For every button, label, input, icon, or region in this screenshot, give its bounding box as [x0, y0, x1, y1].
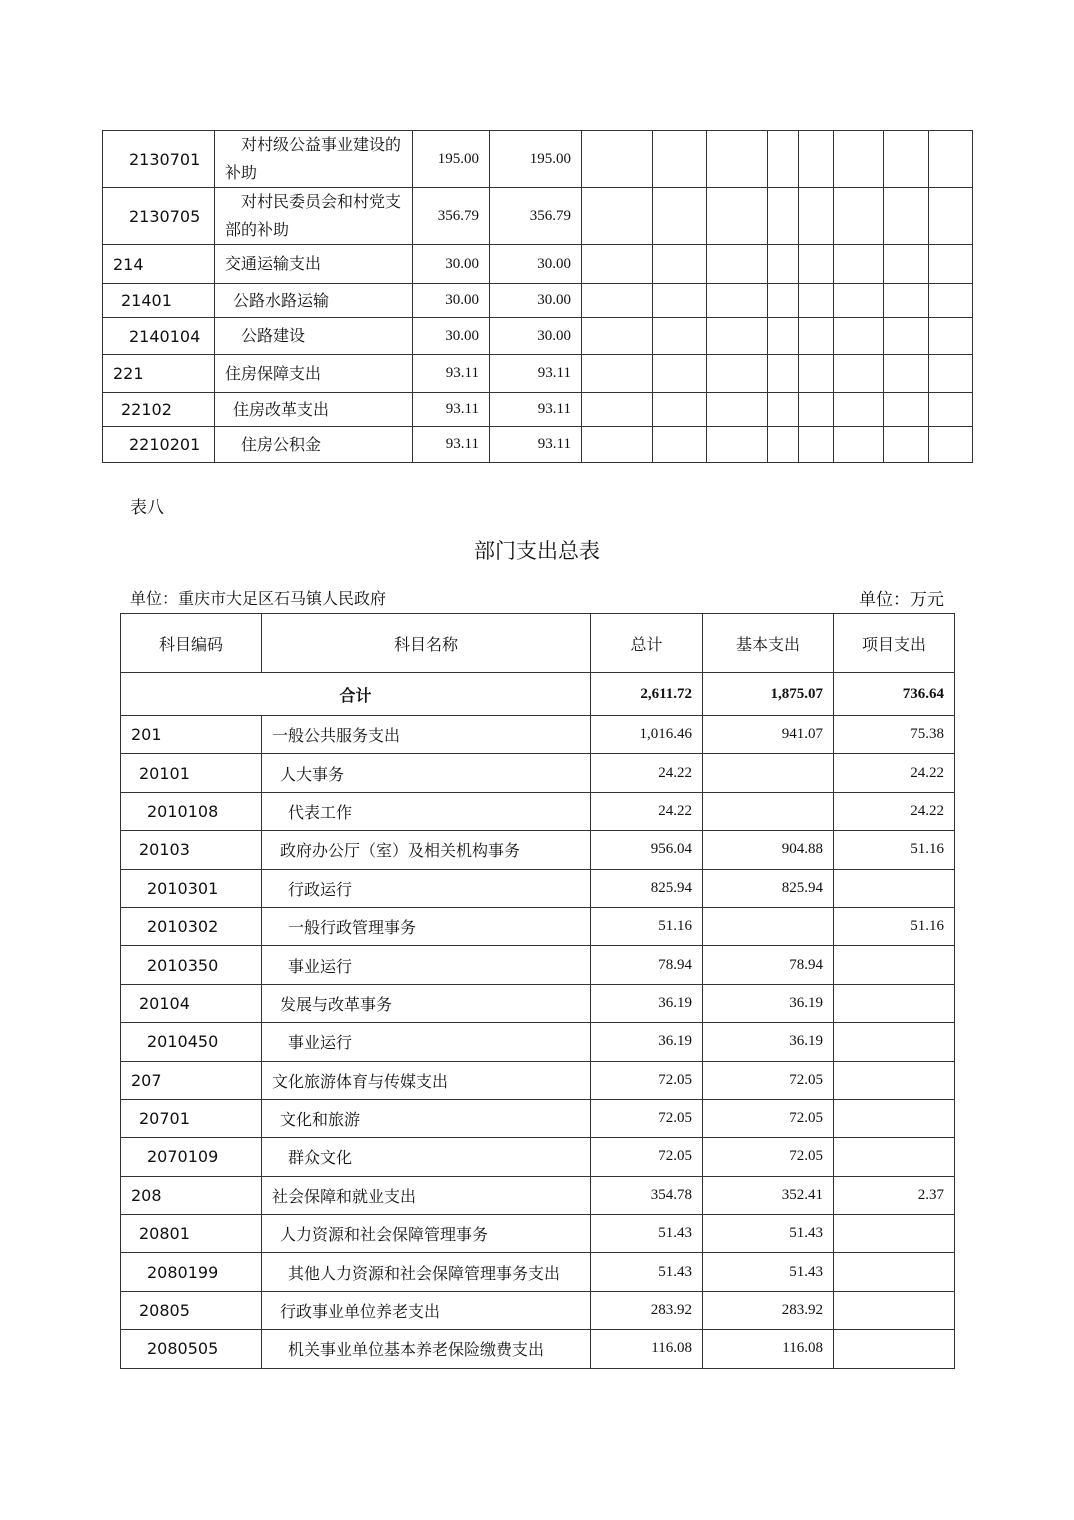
row-total: 825.94 — [591, 869, 703, 907]
empty-cell — [707, 318, 768, 355]
header-name: 科目名称 — [262, 614, 591, 673]
row-code: 21401 — [103, 284, 215, 318]
empty-cell — [707, 245, 768, 284]
row-basic: 825.94 — [703, 869, 834, 907]
header-code: 科目编码 — [121, 614, 262, 673]
row-name: 对村级公益事业建设的补助 — [215, 131, 413, 188]
row-name: 人大事务 — [262, 754, 591, 792]
row-total: 72.05 — [591, 1061, 703, 1099]
row-basic: 352.41 — [703, 1176, 834, 1214]
row-name: 公路建设 — [215, 318, 413, 355]
empty-cell — [768, 393, 799, 427]
row-code: 2130705 — [103, 188, 215, 245]
row-total: 283.92 — [591, 1291, 703, 1329]
row-project — [834, 946, 955, 984]
empty-cell — [582, 393, 653, 427]
row-code: 20104 — [121, 984, 262, 1022]
total-sum: 2,611.72 — [591, 673, 703, 716]
row-value: 93.11 — [413, 355, 490, 393]
table-row — [121, 869, 955, 907]
table-row — [103, 318, 973, 355]
row-code: 22102 — [103, 393, 215, 427]
row-name: 一般公共服务支出 — [262, 716, 591, 754]
empty-cell — [768, 188, 799, 245]
row-total: 36.19 — [591, 1023, 703, 1061]
empty-cell — [582, 355, 653, 393]
row-basic — [703, 754, 834, 792]
table-row — [121, 831, 955, 869]
table-row — [121, 716, 955, 754]
table-row — [121, 1023, 955, 1061]
row-value: 195.00 — [413, 131, 490, 188]
empty-cell — [929, 355, 973, 393]
table-row — [121, 907, 955, 945]
empty-cell — [834, 318, 884, 355]
table-row — [103, 188, 973, 245]
row-name: 文化和旅游 — [262, 1099, 591, 1137]
table-row — [121, 1330, 955, 1368]
empty-cell — [582, 188, 653, 245]
row-total: 72.05 — [591, 1099, 703, 1137]
row-total: 956.04 — [591, 831, 703, 869]
table-row — [121, 1176, 955, 1214]
row-code: 2070109 — [121, 1138, 262, 1176]
empty-cell — [799, 318, 834, 355]
empty-cell — [834, 427, 884, 463]
row-project: 75.38 — [834, 716, 955, 754]
empty-cell — [768, 245, 799, 284]
row-value: 30.00 — [413, 284, 490, 318]
row-name: 事业运行 — [262, 1023, 591, 1061]
empty-cell — [653, 284, 707, 318]
row-project: 24.22 — [834, 754, 955, 792]
empty-cell — [884, 318, 929, 355]
empty-cell — [929, 427, 973, 463]
page-title: 部门支出总表 — [474, 539, 600, 563]
row-code: 2140104 — [103, 318, 215, 355]
empty-cell — [582, 284, 653, 318]
empty-cell — [653, 318, 707, 355]
row-name: 文化旅游体育与传媒支出 — [262, 1061, 591, 1099]
row-name: 社会保障和就业支出 — [262, 1176, 591, 1214]
row-value: 93.11 — [490, 427, 582, 463]
header-total: 总计 — [591, 614, 703, 673]
empty-cell — [653, 188, 707, 245]
row-project: 2.37 — [834, 1176, 955, 1214]
empty-cell — [799, 245, 834, 284]
row-total: 116.08 — [591, 1330, 703, 1368]
row-project — [834, 1215, 955, 1253]
empty-cell — [768, 284, 799, 318]
row-project — [834, 1099, 955, 1137]
row-basic: 36.19 — [703, 1023, 834, 1061]
empty-cell — [799, 355, 834, 393]
empty-cell — [884, 188, 929, 245]
row-basic — [703, 792, 834, 830]
table-number-label: 表八 — [130, 498, 164, 518]
row-value: 356.79 — [413, 188, 490, 245]
row-name: 公路水路运输 — [215, 284, 413, 318]
empty-cell — [582, 427, 653, 463]
table-row — [103, 245, 973, 284]
empty-cell — [929, 131, 973, 188]
empty-cell — [707, 131, 768, 188]
row-code: 20101 — [121, 754, 262, 792]
empty-cell — [929, 318, 973, 355]
header-basic: 基本支出 — [703, 614, 834, 673]
empty-cell — [929, 393, 973, 427]
row-basic — [703, 907, 834, 945]
empty-cell — [768, 427, 799, 463]
table-row — [121, 1215, 955, 1253]
total-row — [121, 673, 955, 716]
row-total: 36.19 — [591, 984, 703, 1022]
row-value: 30.00 — [490, 284, 582, 318]
empty-cell — [582, 131, 653, 188]
empty-cell — [768, 355, 799, 393]
empty-cell — [799, 393, 834, 427]
row-name: 住房改革支出 — [215, 393, 413, 427]
empty-cell — [707, 284, 768, 318]
table-row — [121, 1138, 955, 1176]
row-name: 事业运行 — [262, 946, 591, 984]
row-code: 2010108 — [121, 792, 262, 830]
row-value: 356.79 — [490, 188, 582, 245]
row-code: 2080199 — [121, 1253, 262, 1291]
row-code: 2080505 — [121, 1330, 262, 1368]
row-total: 24.22 — [591, 754, 703, 792]
empty-cell — [799, 284, 834, 318]
empty-cell — [929, 284, 973, 318]
row-project: 51.16 — [834, 831, 955, 869]
empty-cell — [884, 427, 929, 463]
empty-cell — [768, 131, 799, 188]
total-basic: 1,875.07 — [703, 673, 834, 716]
row-code: 20805 — [121, 1291, 262, 1329]
row-code: 20103 — [121, 831, 262, 869]
row-basic: 941.07 — [703, 716, 834, 754]
row-name: 住房保障支出 — [215, 355, 413, 393]
row-code: 20801 — [121, 1215, 262, 1253]
empty-cell — [653, 355, 707, 393]
row-name: 交通运输支出 — [215, 245, 413, 284]
empty-cell — [799, 427, 834, 463]
empty-cell — [768, 318, 799, 355]
empty-cell — [834, 355, 884, 393]
row-total: 78.94 — [591, 946, 703, 984]
empty-cell — [582, 245, 653, 284]
table-row — [103, 427, 973, 463]
row-project — [834, 869, 955, 907]
row-basic: 72.05 — [703, 1138, 834, 1176]
row-code: 214 — [103, 245, 215, 284]
empty-cell — [653, 393, 707, 427]
empty-cell — [884, 284, 929, 318]
empty-cell — [834, 393, 884, 427]
total-label: 合计 — [121, 673, 591, 716]
table-row — [121, 1061, 955, 1099]
row-basic: 72.05 — [703, 1061, 834, 1099]
row-project — [834, 1138, 955, 1176]
row-code: 221 — [103, 355, 215, 393]
row-project — [834, 1330, 955, 1368]
table-row — [121, 1291, 955, 1329]
header-project: 项目支出 — [834, 614, 955, 673]
unit-currency: 单位：万元 — [859, 590, 944, 610]
row-basic: 51.43 — [703, 1215, 834, 1253]
empty-cell — [834, 188, 884, 245]
table-row — [121, 1253, 955, 1291]
empty-cell — [929, 245, 973, 284]
empty-cell — [707, 355, 768, 393]
row-project — [834, 984, 955, 1022]
row-total: 51.43 — [591, 1253, 703, 1291]
table-row — [121, 1099, 955, 1137]
row-basic: 283.92 — [703, 1291, 834, 1329]
row-value: 195.00 — [490, 131, 582, 188]
row-project — [834, 1291, 955, 1329]
table-row — [121, 792, 955, 830]
row-value: 93.11 — [413, 393, 490, 427]
row-code: 201 — [121, 716, 262, 754]
row-name: 人力资源和社会保障管理事务 — [262, 1215, 591, 1253]
row-code: 2130701 — [103, 131, 215, 188]
row-basic: 116.08 — [703, 1330, 834, 1368]
empty-cell — [799, 188, 834, 245]
row-name: 住房公积金 — [215, 427, 413, 463]
row-code: 2010302 — [121, 907, 262, 945]
row-name: 其他人力资源和社会保障管理事务支出 — [262, 1253, 591, 1291]
row-code: 2010350 — [121, 946, 262, 984]
total-project: 736.64 — [834, 673, 955, 716]
row-value: 93.11 — [490, 355, 582, 393]
top-continued-table — [102, 130, 973, 463]
row-name: 行政运行 — [262, 869, 591, 907]
empty-cell — [884, 355, 929, 393]
row-name: 对村民委员会和村党支部的补助 — [215, 188, 413, 245]
empty-cell — [653, 131, 707, 188]
empty-cell — [884, 131, 929, 188]
empty-cell — [653, 245, 707, 284]
unit-organization: 单位：重庆市大足区石马镇人民政府 — [130, 591, 387, 608]
row-code: 207 — [121, 1061, 262, 1099]
row-basic: 904.88 — [703, 831, 834, 869]
table-row — [103, 131, 973, 188]
empty-cell — [929, 188, 973, 245]
row-total: 51.16 — [591, 907, 703, 945]
row-basic: 51.43 — [703, 1253, 834, 1291]
row-basic: 72.05 — [703, 1099, 834, 1137]
table-header-row — [121, 614, 955, 673]
empty-cell — [582, 318, 653, 355]
row-project — [834, 1253, 955, 1291]
row-project: 24.22 — [834, 792, 955, 830]
row-total: 24.22 — [591, 792, 703, 830]
row-total: 354.78 — [591, 1176, 703, 1214]
row-name: 一般行政管理事务 — [262, 907, 591, 945]
table-row — [103, 393, 973, 427]
expenditure-summary-table — [120, 613, 955, 1369]
row-name: 机关事业单位基本养老保险缴费支出 — [262, 1330, 591, 1368]
empty-cell — [834, 245, 884, 284]
row-project — [834, 1061, 955, 1099]
row-name: 政府办公厅（室）及相关机构事务 — [262, 831, 591, 869]
row-value: 30.00 — [490, 318, 582, 355]
table-row — [121, 754, 955, 792]
row-value: 93.11 — [413, 427, 490, 463]
row-code: 20701 — [121, 1099, 262, 1137]
empty-cell — [884, 393, 929, 427]
row-total: 72.05 — [591, 1138, 703, 1176]
table-row — [121, 946, 955, 984]
empty-cell — [707, 393, 768, 427]
row-basic: 78.94 — [703, 946, 834, 984]
row-project — [834, 1023, 955, 1061]
row-total: 51.43 — [591, 1215, 703, 1253]
empty-cell — [834, 284, 884, 318]
empty-cell — [653, 427, 707, 463]
row-name: 行政事业单位养老支出 — [262, 1291, 591, 1329]
row-basic: 36.19 — [703, 984, 834, 1022]
empty-cell — [707, 427, 768, 463]
row-code: 208 — [121, 1176, 262, 1214]
table-row — [103, 284, 973, 318]
row-total: 1,016.46 — [591, 716, 703, 754]
row-project: 51.16 — [834, 907, 955, 945]
row-name: 发展与改革事务 — [262, 984, 591, 1022]
row-code: 2210201 — [103, 427, 215, 463]
empty-cell — [834, 131, 884, 188]
row-value: 30.00 — [490, 245, 582, 284]
row-value: 30.00 — [413, 318, 490, 355]
row-name: 代表工作 — [262, 792, 591, 830]
empty-cell — [799, 131, 834, 188]
empty-cell — [884, 245, 929, 284]
row-value: 30.00 — [413, 245, 490, 284]
row-name: 群众文化 — [262, 1138, 591, 1176]
table-row — [103, 355, 973, 393]
row-code: 2010301 — [121, 869, 262, 907]
empty-cell — [707, 188, 768, 245]
row-code: 2010450 — [121, 1023, 262, 1061]
table-row — [121, 984, 955, 1022]
row-value: 93.11 — [490, 393, 582, 427]
